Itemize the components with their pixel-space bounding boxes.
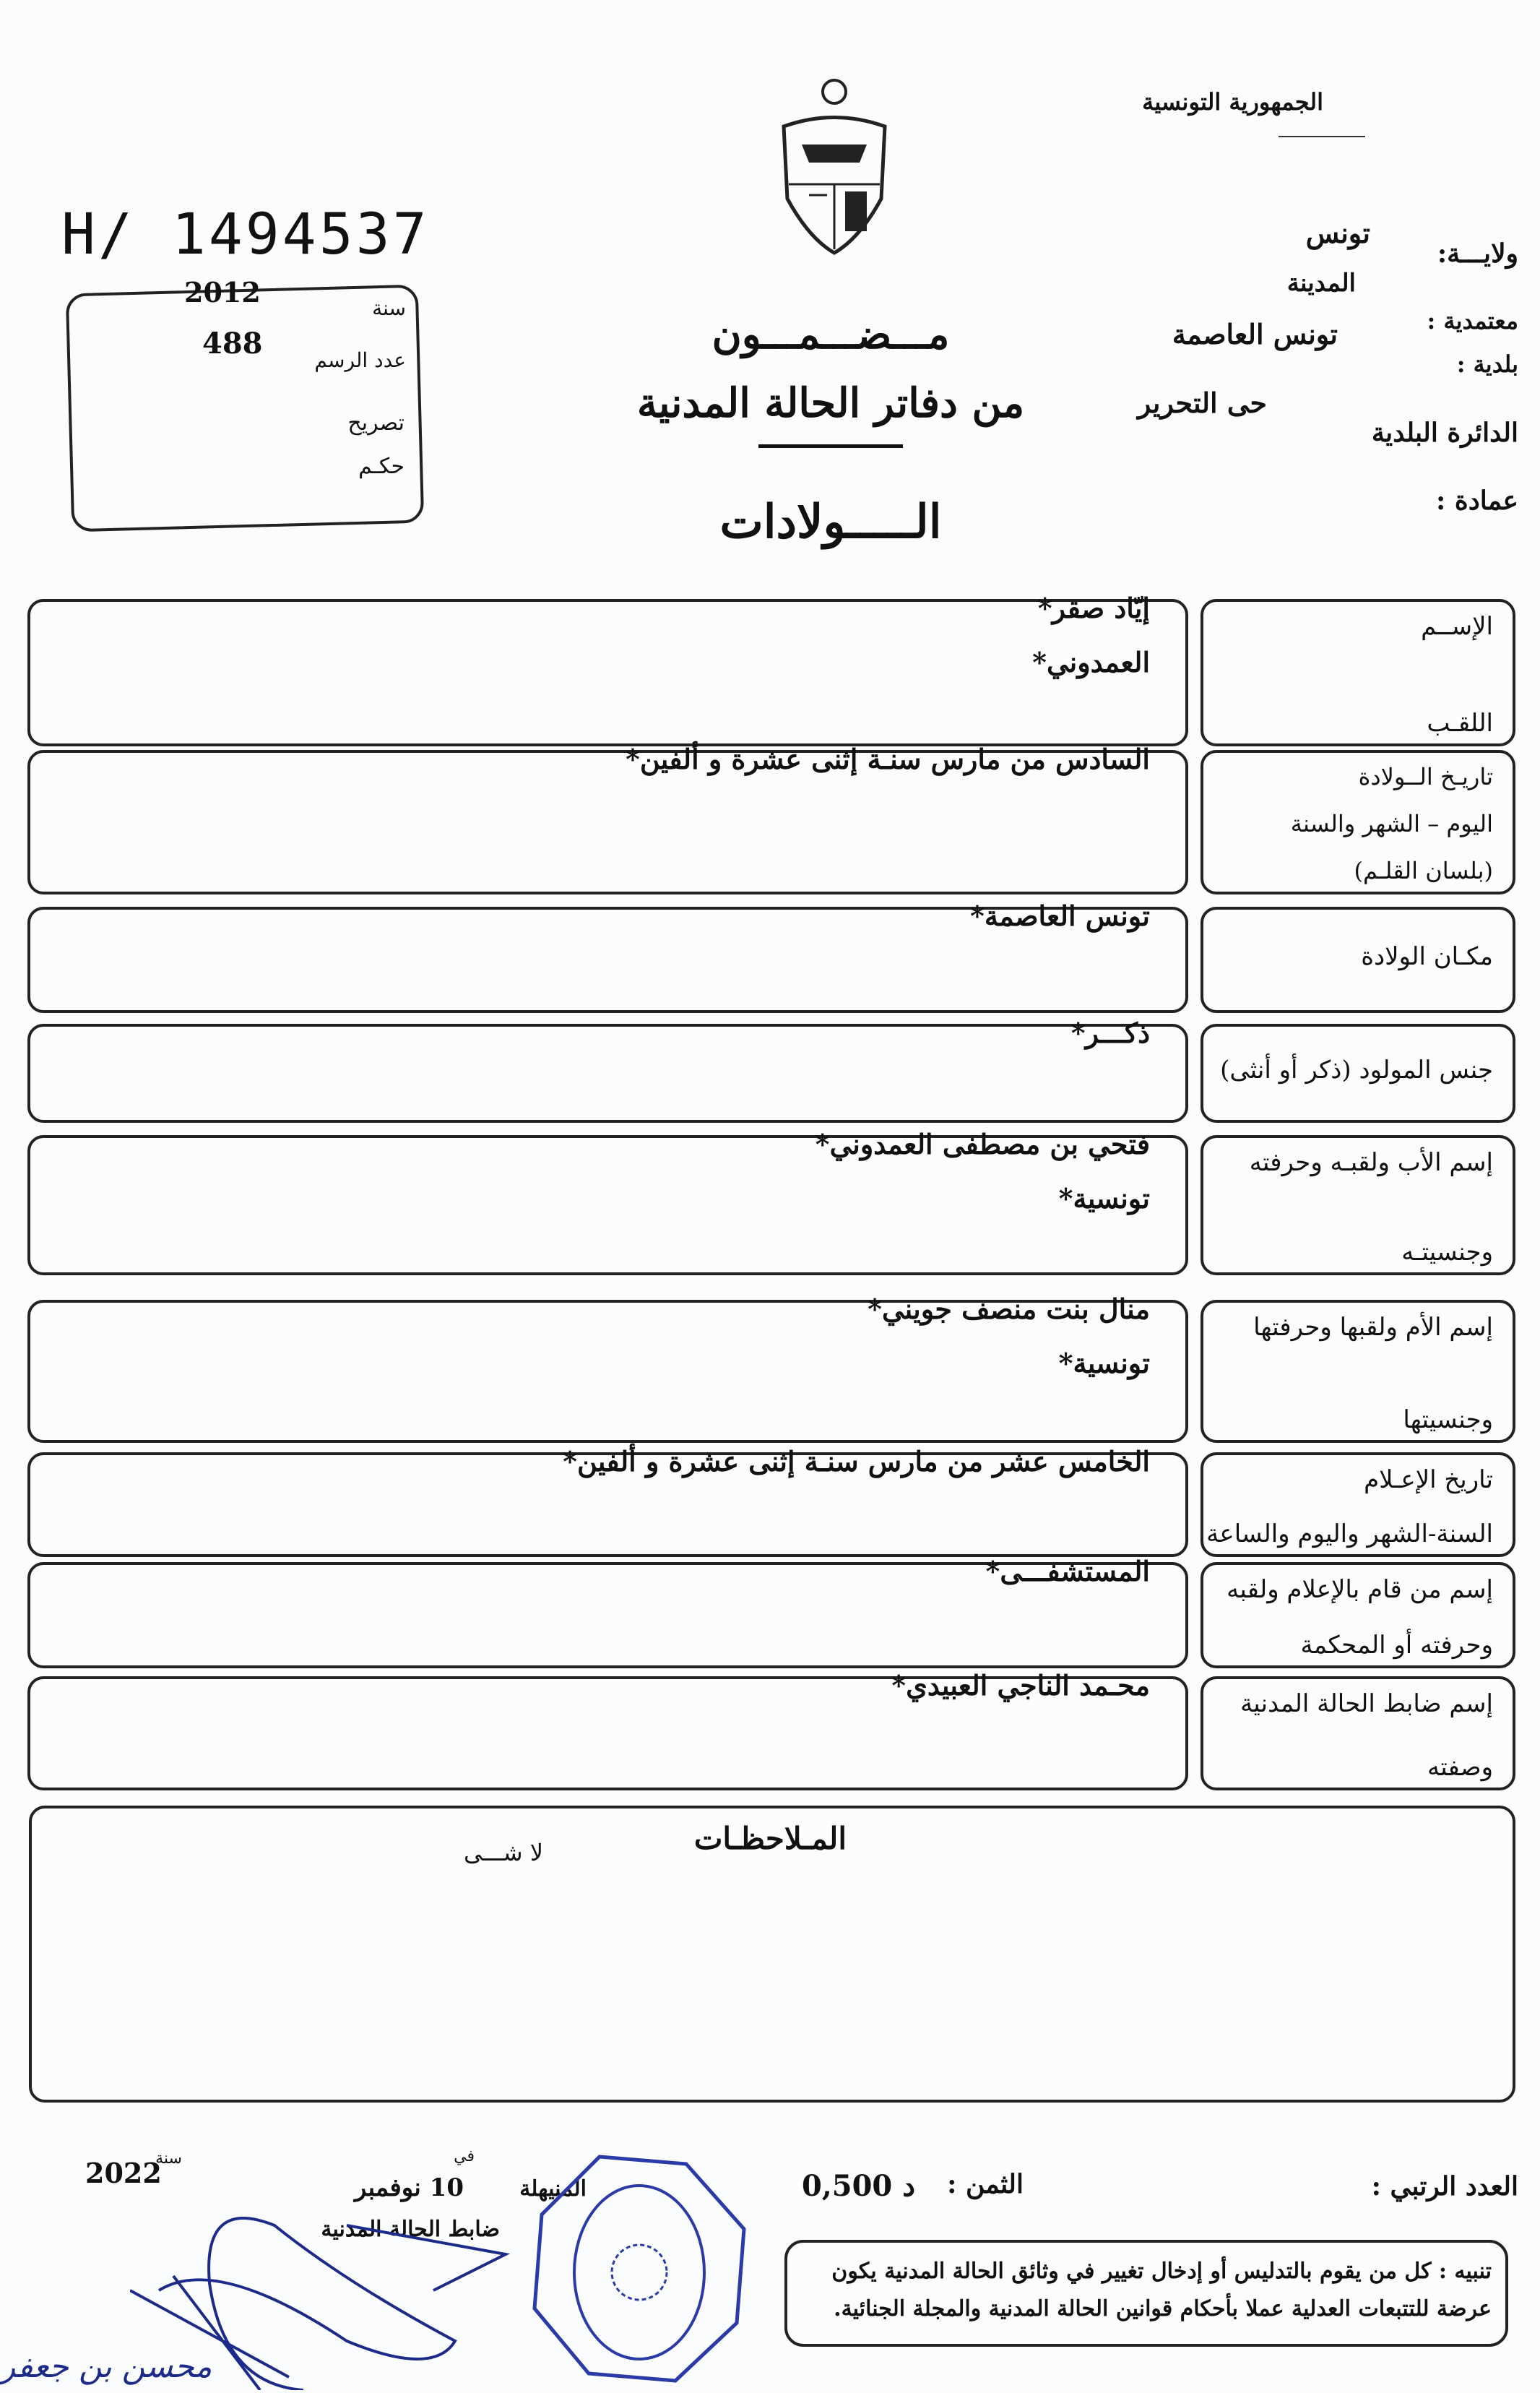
record-number-label: عدد الرسم [314, 348, 406, 372]
officer-label: ضابط الحالة المدنية [321, 2217, 500, 2242]
imada-label: عمادة : [1436, 486, 1518, 516]
judgment-label: حكـم [358, 454, 405, 479]
governorate-value: تونس [1305, 217, 1370, 249]
district-value: حى التحرير [1137, 387, 1267, 419]
title-underline [758, 444, 903, 448]
serial-number-label: العدد الرتبي : [1371, 2171, 1518, 2202]
governorate-label: ولايـــة: [1437, 238, 1518, 269]
row-label: وجنسيتـه [1401, 1238, 1493, 1267]
row-label: إسم من قام بالإعلام ولقبه [1227, 1575, 1493, 1604]
row-label: مكـان الولادة [1361, 941, 1493, 971]
notice-text: تنبيه : كل من يقوم بالتدليس أو إدخال تغيير في وثائق الحالة المدنية يكون عرضة للتتبعات العدلية عملا بأحكام قوانين الحالة المدنية والمجلة الجنائية. [831, 2259, 1492, 2321]
row-value: العمدوني* [1032, 646, 1150, 678]
signature-name: محسن بن جعفر [0, 2348, 212, 2385]
row-label: إسم الأب ولقبـه وحرفته [1249, 1148, 1493, 1177]
place: المنيهلة [519, 2176, 587, 2202]
municipality-value: تونس العاصمة [1172, 318, 1338, 350]
title-line1: مـــضـــمـــون [711, 311, 950, 358]
divider [1279, 136, 1365, 137]
row-label: وحرفته أو المحكمة [1300, 1631, 1493, 1660]
record-year: 2012 [184, 276, 261, 309]
row-label: تاريـخ الــولادة [1358, 763, 1493, 790]
row-label: اللقـب [1427, 709, 1493, 738]
serial-number: H/ 1494537 [61, 202, 430, 267]
row-label: وصفته [1427, 1753, 1493, 1782]
year-label: سنة [155, 2150, 182, 2168]
row-value: فتحي بن مصطفى العمدوني* [815, 1128, 1150, 1160]
row-value: منال بنت منصف جويني* [868, 1293, 1150, 1325]
city-value: المدينة [1286, 269, 1356, 298]
row-label: وجنسيتها [1403, 1405, 1493, 1434]
record-number: 488 [202, 327, 263, 361]
row-value: الخامس عشر من مارس سنـة إثنى عشرة و ألفين* [563, 1445, 1150, 1478]
value-box [27, 1024, 1188, 1123]
declaration-label: تصريح [347, 410, 405, 436]
title-line2: من دفاتر الحالة المدنية [636, 379, 1025, 427]
municipality-label: بلدية : [1456, 350, 1518, 378]
row-value: محـمد الناجي العبيدي* [891, 1669, 1150, 1702]
row-value: إيّاد صقر* [1037, 592, 1150, 624]
year-value: 2022 [85, 2157, 162, 2189]
record-box [66, 285, 424, 533]
tunisia-emblem-icon [773, 76, 896, 256]
value-box [27, 599, 1188, 746]
title-line3: الـــــولادات [719, 495, 942, 549]
row-value: تونس العاصمة* [970, 900, 1150, 932]
row-value: تونسية* [1058, 1182, 1150, 1215]
row-value: ذكـــر* [1070, 1017, 1150, 1049]
row-value: المستشفـــى* [985, 1555, 1150, 1587]
republic-heading: الجمهورية التونسية [1142, 88, 1323, 116]
row-label: جنس المولود (ذكر أو أنثى) [1220, 1055, 1493, 1085]
row-label: إسم الأم ولقبها وحرفتها [1253, 1313, 1493, 1342]
row-label: اليوم – الشهر والسنة [1290, 810, 1493, 837]
row-label: (بلسان القلـم) [1354, 857, 1493, 884]
row-label: السنة-الشهر واليوم والساعة [1206, 1519, 1493, 1548]
remarks-value: لا شـــى [463, 1839, 543, 1866]
remarks-label: المـلاحظـات [693, 1821, 847, 1856]
price-value: 0,500 د [802, 2169, 915, 2203]
date-value: 10 نوفمبر [354, 2173, 464, 2202]
row-label: الإســم [1421, 612, 1493, 641]
price-label: الثمن : [947, 2169, 1024, 2199]
row-value: السادس من مارس سنـة إثنى عشرة و ألفين* [626, 743, 1150, 775]
record-year-label: سنة [372, 296, 406, 320]
district-label: الدائرة البلدية [1371, 418, 1518, 448]
row-value: تونسية* [1058, 1347, 1150, 1379]
delegation-label: معتمدية : [1427, 307, 1518, 335]
date-prefix: في [454, 2147, 475, 2165]
row-label: تاريخ الإعـلام [1364, 1465, 1493, 1494]
row-label: إسم ضابط الحالة المدنية [1240, 1689, 1493, 1718]
